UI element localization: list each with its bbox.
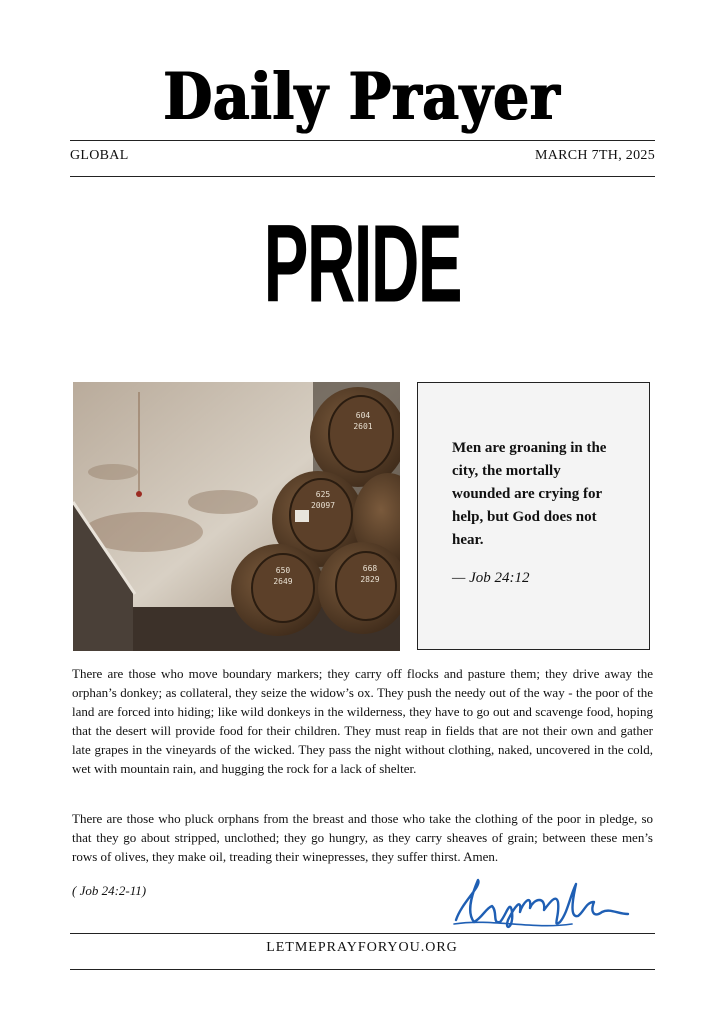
masthead-title: Daily Prayer <box>163 59 561 135</box>
headline-text: PRIDE <box>263 202 461 326</box>
barrel-label-bottom: 2649 <box>273 577 293 586</box>
pull-quote-reference: — Job 24:12 <box>452 570 530 586</box>
footer-top-divider <box>70 933 655 934</box>
region-label: GLOBAL <box>70 148 129 163</box>
scripture-citation: ( Job 24:2-11) <box>72 883 147 898</box>
body-paragraph-1: There are those who move boundary markers; they carry off flocks and pasture them; they drive away the orphan’s donkey; as collateral, they seize the widow’s ox. They push the needy out of the way - the poor of the land are forced into hiding; like wild donkeys in the wilderness, they have to go out and scavenge food, hoping that the desert will provide food for their children. They must reap in fields that are not their own and gather late grapes in the vineyards of the wicked. They pass the night without clothing, naked, uncovered in the cold, wet with mountain rain, and hugging the rock for a lack of shelter. <box>72 666 653 776</box>
headline <box>0 202 724 326</box>
barrel-label-top: 650 <box>275 566 291 575</box>
cellar-barrels-photo <box>73 382 400 651</box>
masthead <box>0 52 724 142</box>
barrel-bottom-left <box>231 544 325 636</box>
dateline-divider <box>70 176 655 177</box>
pull-quote-text: Men are groaning in the city, the mortally wounded are crying for help, but God does not hear. <box>452 440 607 548</box>
barrel-label-bottom: 20097 <box>310 501 336 510</box>
barrel-label-top: 604 <box>355 411 371 420</box>
issue-date: MARCH 7TH, 2025 <box>534 148 655 163</box>
cellar-illustration <box>73 382 400 651</box>
body-paragraph-2: There are those who pluck orphans from the breast and those who take the clothing of the poor in pledge, so that they go about stripped, unclothed; they go hungry, as they carry sheaves of grain; between these men’s rows of olives, they make oil, treading their winepresses, they suffer thirst. Amen. <box>72 811 653 864</box>
handwritten-signature <box>452 872 632 934</box>
pull-quote-box <box>417 382 650 650</box>
dateline <box>70 148 655 164</box>
barrel-label-top: 668 <box>362 564 378 573</box>
footer-bottom-divider <box>70 969 655 970</box>
barrel-label-bottom: 2829 <box>360 575 380 584</box>
top-divider <box>70 140 655 141</box>
barrel-label-top: 625 <box>315 490 331 499</box>
barrel-label-bottom: 2601 <box>353 422 373 431</box>
website-link[interactable]: LETMEPRAYFORYOU.ORG <box>266 940 458 955</box>
